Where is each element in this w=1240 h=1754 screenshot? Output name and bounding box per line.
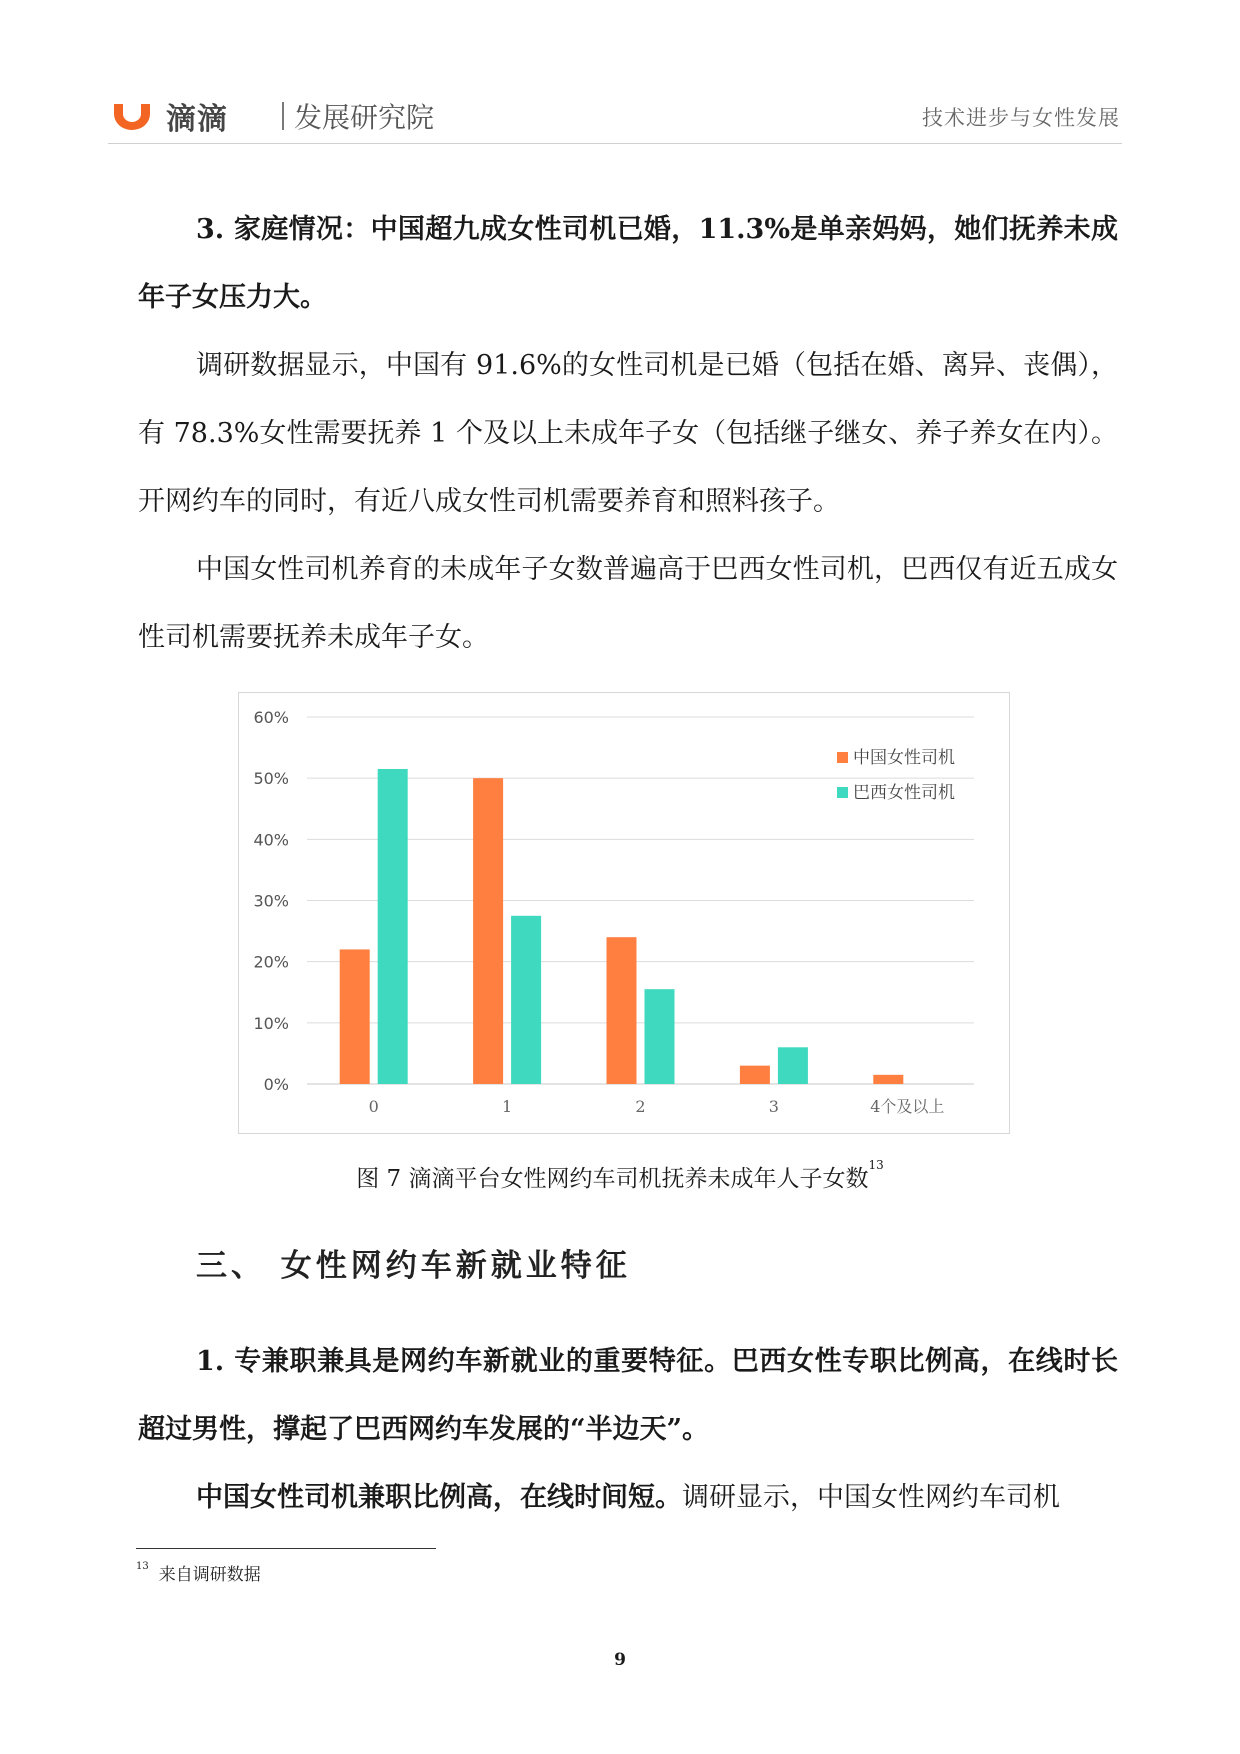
bar bbox=[645, 989, 675, 1084]
bar bbox=[778, 1047, 808, 1084]
footnote-text: 来自调研数据 bbox=[158, 1565, 261, 1585]
x-tick-label: 1 bbox=[502, 1097, 513, 1116]
section-title: 三、 女性网约车新就业特征 bbox=[196, 1248, 631, 1284]
legend-label: 中国女性司机 bbox=[853, 748, 955, 768]
footnote-divider bbox=[136, 1548, 436, 1549]
bar bbox=[340, 949, 370, 1084]
bar bbox=[740, 1066, 770, 1084]
legend-swatch bbox=[837, 787, 848, 798]
paragraph-survey-data: 调研数据显示，中国有 91.6%的女性司机是已婚（包括在婚、离异、丧偶），有 78.3%女性需要抚养 1 个及以上未成年子女（包括继子继女、养子养女在内）。开网约车的同时，有近八成女性司机需要养育和照料孩子。 bbox=[138, 350, 1118, 517]
footnote bbox=[136, 1560, 261, 1585]
heading-family-situation: 3. 家庭情况：中国超九成女性司机已婚，11.3%是单亲妈妈，她们抚养未成年子女压力大。 bbox=[138, 214, 1118, 313]
y-tick-label: 10% bbox=[253, 1013, 289, 1033]
bar bbox=[607, 937, 637, 1084]
x-tick-label: 0 bbox=[368, 1097, 379, 1116]
footnote-reference[interactable]: 13 bbox=[868, 1158, 884, 1172]
figure-caption bbox=[0, 1160, 1240, 1193]
heading-employment: 1. 专兼职兼具是网约车新就业的重要特征。巴西女性专职比例高，在线时长超过男性，撑起了巴西网约车发展的“半边天”。 bbox=[138, 1346, 1118, 1445]
brand-divider bbox=[282, 102, 284, 130]
y-tick-label: 30% bbox=[253, 891, 289, 911]
children-count-chart bbox=[238, 692, 1010, 1134]
bar bbox=[873, 1075, 903, 1084]
paragraph-comparison: 中国女性司机养育的未成年子女数普遍高于巴西女性司机，巴西仅有近五成女性司机需要抚养未成年子女。 bbox=[138, 554, 1118, 653]
figure-caption-text: 图 7 滴滴平台女性网约车司机抚养未成年人子女数 bbox=[356, 1166, 869, 1192]
brand-name: 滴滴 bbox=[166, 102, 228, 137]
page-header bbox=[110, 92, 1120, 138]
didi-logo-icon bbox=[110, 98, 154, 132]
x-tick-label: 3 bbox=[768, 1097, 779, 1116]
chart-canvas bbox=[239, 693, 1009, 1133]
paragraph-body: 调研显示，中国女性网约车司机 bbox=[682, 1482, 1060, 1513]
legend-label: 巴西女性司机 bbox=[853, 783, 955, 803]
bar bbox=[473, 778, 503, 1084]
x-tick-label: 4个及以上 bbox=[870, 1097, 945, 1116]
bar bbox=[511, 916, 541, 1084]
y-tick-label: 20% bbox=[253, 952, 289, 972]
brand-subtitle: 发展研究院 bbox=[294, 101, 435, 134]
report-title: 技术进步与女性发展 bbox=[922, 106, 1120, 130]
page-number: 9 bbox=[614, 1650, 626, 1670]
x-tick-label: 2 bbox=[635, 1097, 646, 1116]
y-tick-label: 60% bbox=[253, 708, 289, 727]
y-tick-label: 50% bbox=[253, 769, 289, 789]
footnote-number: 13 bbox=[136, 1561, 149, 1573]
legend-swatch bbox=[837, 752, 848, 763]
header-divider bbox=[108, 143, 1122, 144]
paragraph-lead: 中国女性司机兼职比例高，在线时间短。 bbox=[196, 1482, 682, 1513]
bar bbox=[378, 769, 408, 1084]
y-tick-label: 0% bbox=[263, 1075, 289, 1094]
y-tick-label: 40% bbox=[253, 830, 289, 850]
paragraph-part-time bbox=[138, 1464, 1118, 1532]
